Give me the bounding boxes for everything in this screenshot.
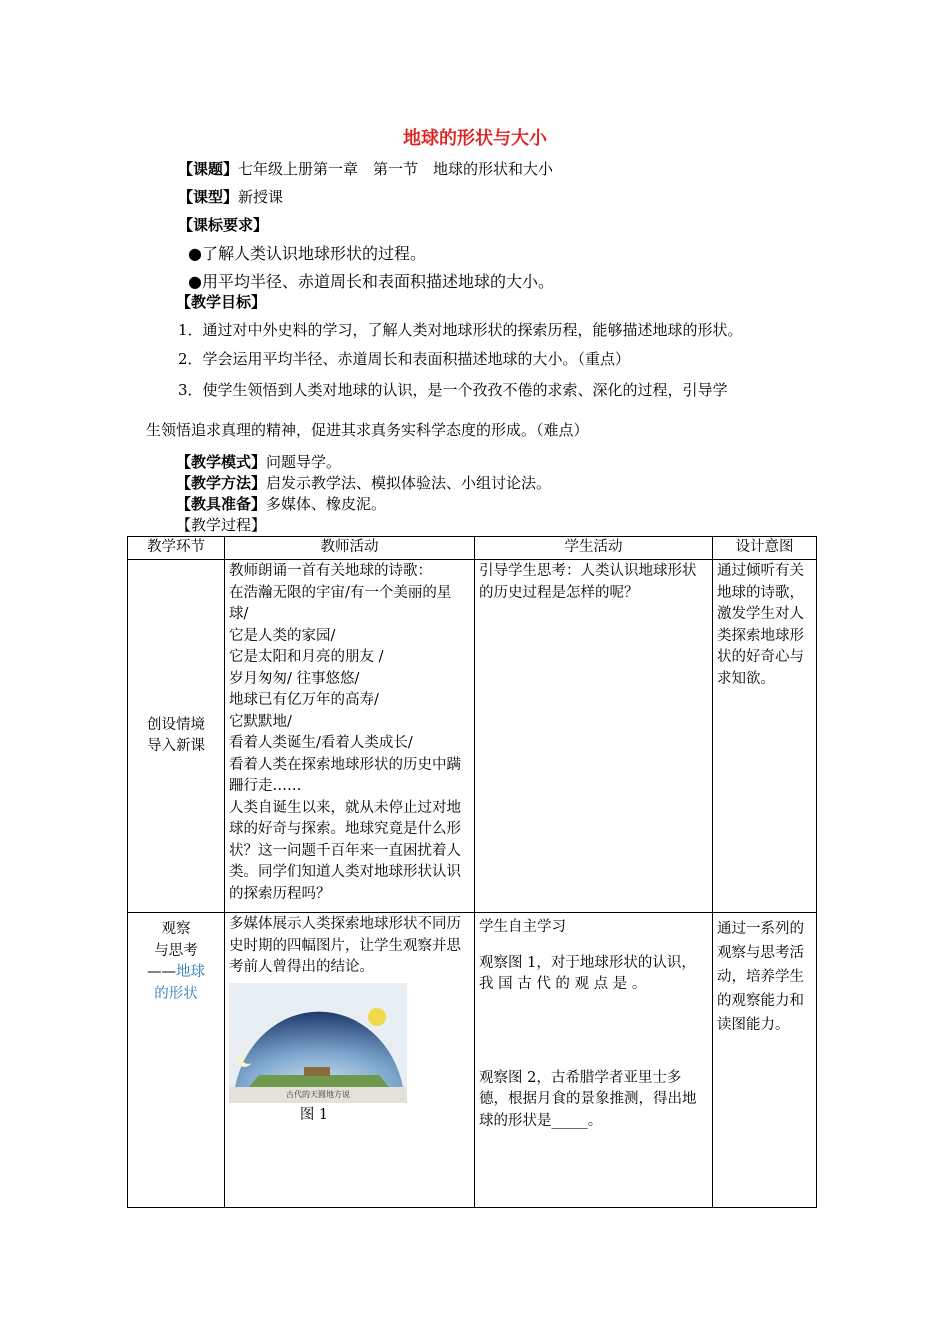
stage-text: 观察	[161, 921, 191, 937]
goal-item: 3．使学生领悟到人类对地球的认识，是一个孜孜不倦的求索、深化的过程，引导学	[178, 381, 728, 399]
poem-line: 教师朗诵一首有关地球的诗歌：	[229, 563, 432, 579]
poem-line: 它是太阳和月亮的朋友 /	[229, 649, 384, 665]
poem-line: 它默默地/	[229, 713, 292, 730]
tools-line	[176, 493, 386, 514]
stage-text: 导入新课	[147, 738, 205, 754]
student-question: 观察图 2，古希腊学者亚里士多德，根据月食的景象推测，得出地球的形状是_____。	[479, 1069, 697, 1129]
figure-1	[229, 983, 407, 1103]
tools-label: 【教具准备】	[176, 495, 267, 513]
student-cell: 引导学生思考：人类认识地球形状的历史过程是怎样的呢？	[475, 560, 713, 913]
mode-value: 问题导学。	[266, 453, 342, 471]
header-teacher: 教师活动	[225, 537, 475, 560]
header-stage: 教学环节	[128, 537, 225, 560]
method-value: 启发示教学法、模拟体验法、小组讨论法。	[266, 474, 552, 492]
teacher-text: 多媒体展示人类探索地球形状不同历史时期的四幅图片，让学生观察并思考前人曾得出的结论。	[229, 916, 461, 975]
poem-line: 地球已有亿万年的高寿/	[229, 692, 379, 708]
figure-label: 图 1	[299, 1106, 329, 1123]
stage-cell	[128, 560, 225, 913]
type-line	[178, 186, 283, 207]
teacher-cell	[225, 913, 475, 1208]
goal-item-continued: 生领悟追求真理的精神，促进其求真务实科学态度的形成。（难点）	[146, 421, 589, 439]
stage-prefix: ——	[147, 964, 176, 980]
intent-cell: 通过倾听有关地球的诗歌，激发学生对人类探索地球形状的好奇心与求知欲。	[713, 560, 817, 913]
method-label: 【教学方法】	[176, 474, 267, 492]
sky-dome-image	[229, 983, 407, 1103]
teacher-paragraph: 人类自诞生以来，就从未停止过对地球的好奇与探索。地球究竟是什么形状？这一问题千百年来一直困扰着人类。同学们知道人类对地球形状认识的探索历程吗？	[229, 799, 461, 902]
student-question: 观察图 1，对于地球形状的认识， 我 国 古 代 的 观 点 是 。	[479, 954, 696, 992]
intent-cell: 通过一系列的观察与思考活动，培养学生的观察能力和读图能力。	[713, 913, 817, 1208]
process-table	[127, 536, 817, 1208]
table-row	[128, 913, 817, 1208]
teacher-cell	[225, 560, 475, 913]
student-cell	[475, 913, 713, 1208]
stage-text	[132, 962, 220, 984]
standard-item: ●了解人类认识地球形状的过程。	[188, 244, 426, 263]
mode-label: 【教学模式】	[176, 453, 267, 471]
standard-label: 【课标要求】	[178, 216, 269, 234]
type-value: 新授课	[238, 188, 284, 206]
poem-line: 岁月匆匆/ 往事悠悠/	[229, 670, 360, 687]
stage-link[interactable]: 地球	[176, 964, 205, 980]
topic-line	[178, 158, 553, 179]
figure-inner-caption: 古代的天圆地方说	[286, 1089, 350, 1099]
poem-line: 看着人类诞生/看着人类成长/	[229, 735, 413, 751]
table-header-row	[128, 537, 817, 560]
stage-link[interactable]: 的形状	[154, 985, 198, 1002]
stage-text: 创设情境	[147, 716, 205, 733]
stage-cell	[128, 913, 225, 1208]
mode-line	[176, 451, 341, 472]
header-intent: 设计意图	[713, 537, 817, 560]
goal-item: 1．通过对中外史料的学习，了解人类对地球形状的探索历程，能够描述地球的形状。	[178, 321, 743, 339]
method-line	[176, 472, 551, 493]
table-row	[128, 560, 817, 913]
topic-value: 七年级上册第一章 第一节 地球的形状和大小	[238, 160, 554, 178]
tools-value: 多媒体、橡皮泥。	[266, 495, 387, 513]
student-title: 学生自主学习	[479, 919, 566, 935]
goal-item: 2．学会运用平均半径、赤道周长和表面积描述地球的大小。（重点）	[178, 350, 631, 368]
poem-line: 在浩瀚无限的宇宙/有一个美丽的星球/	[229, 584, 452, 622]
type-label: 【课型】	[178, 188, 239, 206]
stage-text: 与思考	[154, 942, 198, 959]
page-title: 地球的形状与大小	[403, 128, 547, 149]
poem-line: 看着人类在探索地球形状的历史中蹒跚行走……	[229, 756, 461, 794]
process-label: 【教学过程】	[176, 516, 267, 534]
standard-item: ●用平均半径、赤道周长和表面积描述地球的大小。	[188, 272, 554, 291]
topic-label: 【课题】	[178, 160, 239, 178]
header-student: 学生活动	[475, 537, 713, 560]
goals-label: 【教学目标】	[176, 293, 267, 311]
poem-line: 它是人类的家园/	[229, 627, 336, 644]
